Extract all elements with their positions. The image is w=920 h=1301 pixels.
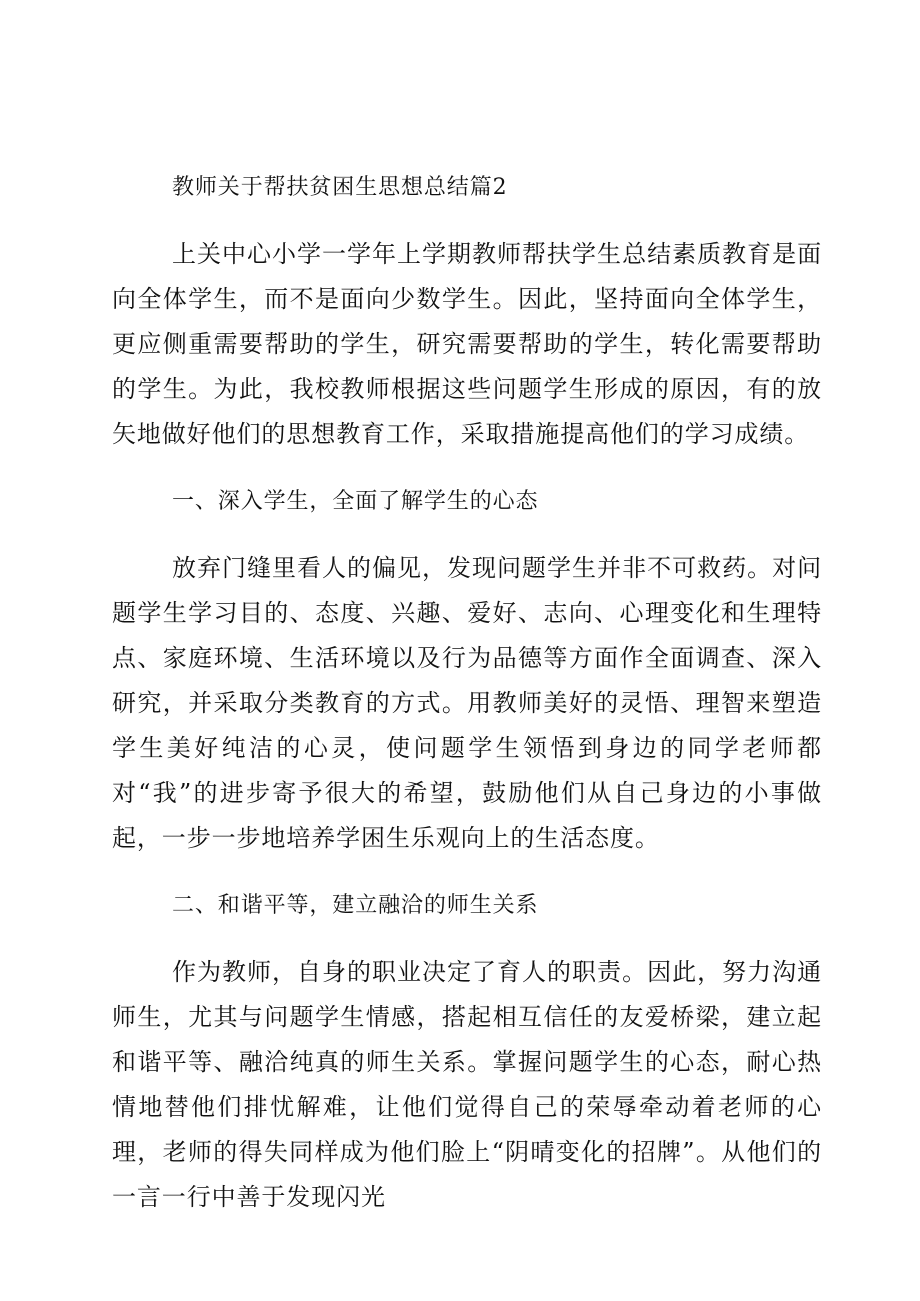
document-body — [112, 165, 822, 1220]
section1-paragraph: 放弃门缝里看人的偏见，发现问题学生并非不可救药。对问题学生学习目的、态度、兴趣、爱好、志向、心理变化和生理特点、家庭环境、生活环境以及行为品德等方面作全面调查、深入研究，并采取分类教育的方式。用教师美好的灵悟、理智来塑造学生美好纯洁的心灵，使问题学生领悟到身边的同学老师都对“我”的进步寄予很大的希望，鼓励他们从自己身边的小事做起，一步一步地培养学困生乐观向上的生活态度。 — [112, 554, 822, 852]
document-title: 教师关于帮扶贫困生思想总结篇2 — [172, 175, 508, 200]
spacer — [112, 928, 822, 950]
section2-paragraph: 作为教师，自身的职业决定了育人的职责。因此，努力沟通师生，尤其与问题学生情感，搭起相互信任的友爱桥梁，建立起和谐平等、融洽纯真的师生关系。掌握问题学生的心态，耐心热情地替他们排忧解难，让他们觉得自己的荣辱牵动着老师的心理，老师的得失同样成为他们脸上“阴晴变化的招牌”。从他们的一言一行中善于发现闪光 — [112, 958, 822, 1211]
spacer — [112, 524, 822, 546]
spacer — [112, 861, 822, 883]
section2-heading: 二、和谐平等，建立融洽的师生关系 — [172, 893, 539, 918]
section1-heading: 一、深入学生，全面了解学生的心态 — [172, 489, 539, 514]
spacer — [112, 457, 822, 479]
intro-paragraph: 上关中心小学一学年上学期教师帮扶学生总结素质教育是面向全体学生，而不是面向少数学生。因此，坚持面向全体学生，更应侧重需要帮助的学生，研究需要帮助的学生，转化需要帮助的学生。为此，我校教师根据这些问题学生形成的原因，有的放矢地做好他们的思想教育工作，采取措施提高他们的学习成绩。 — [112, 240, 822, 448]
spacer — [112, 210, 822, 232]
